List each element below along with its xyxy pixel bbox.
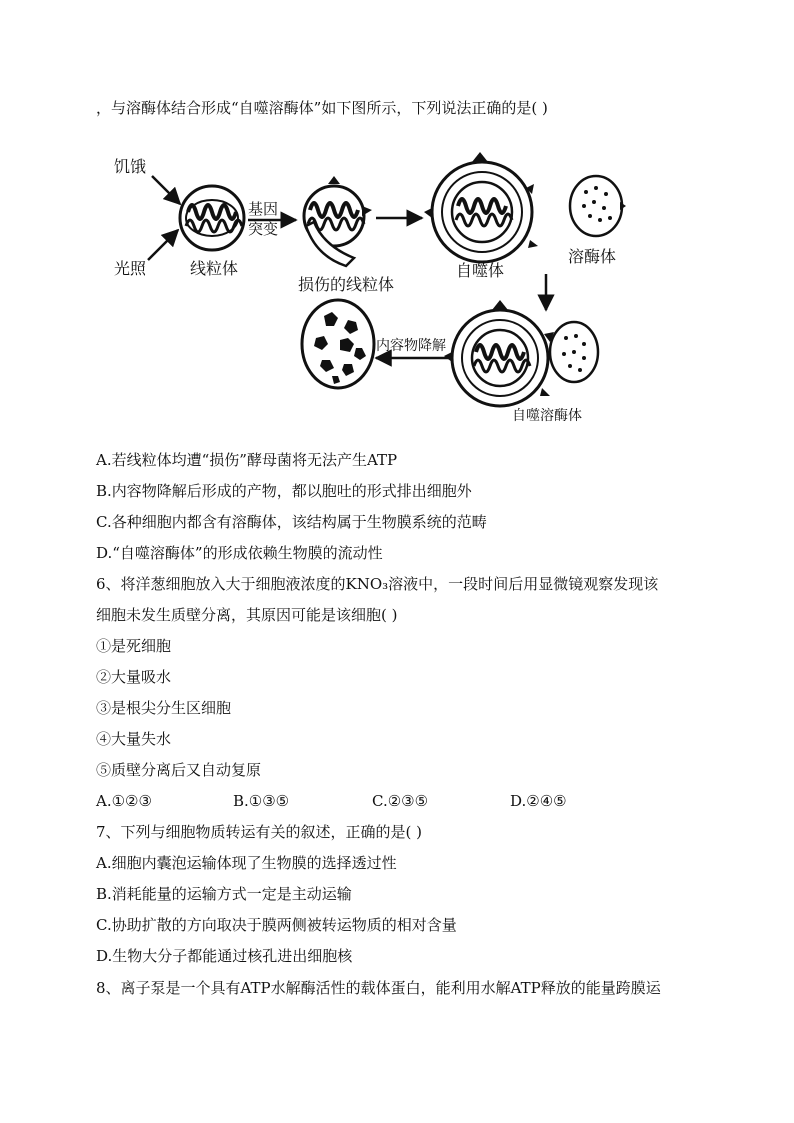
q7-option-b: B.消耗能量的运输方式一定是主动运输 (96, 885, 352, 903)
q5-option-c: C.各种细胞内都含有溶酶体，该结构属于生物膜系统的范畴 (96, 513, 487, 531)
q6-option-d: D.②④⑤ (510, 792, 567, 810)
q6-statement-4: ④大量失水 (96, 730, 172, 748)
q5-stem: ，与溶酶体结合形成“自噬溶酶体”如下图所示，下列说法正确的是( ) (96, 99, 548, 117)
mutation-label-2: 突变 (248, 220, 279, 238)
q7-option-a: A.细胞内囊泡运输体现了生物膜的选择透过性 (96, 854, 397, 872)
light-arrow (148, 230, 178, 260)
q8-stem: 8、离子泵是一个具有ATP水解酶活性的载体蛋白，能利用水解ATP释放的能量跨膜运 (96, 979, 661, 997)
q5-option-a: A.若线粒体均遭“损伤”酵母菌将无法产生ATP (96, 451, 398, 469)
autophagy-diagram (100, 148, 640, 428)
q5-option-d: D.“自噬溶酶体”的形成依赖生物膜的流动性 (96, 544, 383, 562)
q6-statement-2: ②大量吸水 (96, 668, 172, 686)
q6-statement-3: ③是根尖分生区细胞 (96, 699, 232, 717)
q6-statement-5: ⑤质壁分离后又自动复原 (96, 761, 262, 779)
mitochondrion (180, 186, 244, 250)
light-label: 光照 (114, 259, 147, 278)
q7-option-d: D.生物大分子都能通过核孔进出细胞核 (96, 947, 353, 965)
q6-option-c: C.②③⑤ (372, 792, 429, 810)
q6-stem-line2: 细胞未发生质壁分离，其原因可能是该细胞( ) (96, 606, 398, 624)
degraded-vesicle (302, 300, 374, 388)
lysosome-label: 溶酶体 (568, 247, 617, 266)
q7-option-c: C.协助扩散的方向取决于膜两侧被转运物质的相对含量 (96, 916, 457, 934)
hunger-arrow (152, 176, 180, 204)
mito-label: 线粒体 (190, 259, 239, 278)
autolysosome-label: 自噬溶酶体 (512, 408, 582, 424)
damaged-mitochondrion (304, 176, 372, 266)
degrade-label: 内容物降解 (376, 338, 446, 354)
autophagosome-label: 自噬体 (456, 261, 505, 280)
hunger-label: 饥饿 (114, 157, 147, 176)
damaged-label: 损伤的线粒体 (298, 275, 395, 294)
lysosome (570, 176, 626, 236)
autophagosome (424, 152, 538, 262)
q6-stem-line1: 6、将洋葱细胞放入大于细胞液浓度的KNO₃溶液中，一段时间后用显微镜观察发现该 (96, 575, 659, 593)
q6-option-a: A.①②③ (96, 792, 152, 810)
q7-stem: 7、下列与细胞物质转运有关的叙述，正确的是( ) (96, 823, 423, 841)
q6-option-b: B.①③⑤ (233, 792, 290, 810)
q6-statement-1: ①是死细胞 (96, 637, 172, 655)
q5-option-b: B.内容物降解后形成的产物，都以胞吐的形式排出细胞外 (96, 482, 472, 500)
mutation-label-1: 基因 (248, 200, 279, 218)
autolysosome (444, 300, 598, 406)
